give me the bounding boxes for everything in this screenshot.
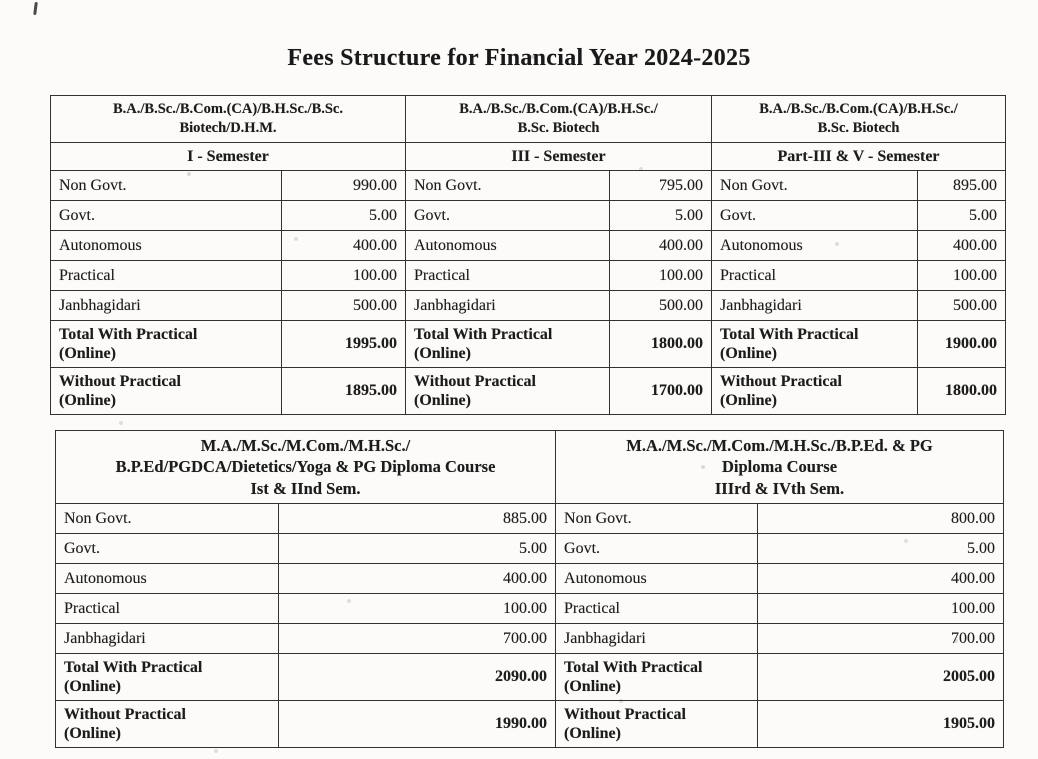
fee-amount: 500.00	[282, 291, 406, 321]
fee-row-autonomous	[51, 231, 1006, 261]
semester-header-ug1: I - Semester	[51, 143, 406, 171]
fee-label: Janbhagidari	[712, 291, 918, 321]
fee-row-practical	[56, 594, 1004, 624]
fee-amount: 1900.00	[918, 321, 1006, 368]
program-line: M.A./M.Sc./M.Com./M.H.Sc./B.P.Ed. & PG	[626, 435, 933, 455]
fee-amount: 500.00	[918, 291, 1006, 321]
fee-label	[556, 654, 758, 701]
fee-amount: 990.00	[282, 171, 406, 201]
fee-label-text: Total With Practical (Online)	[720, 325, 859, 362]
fee-amount: 1800.00	[610, 321, 712, 368]
fee-amount: 400.00	[918, 231, 1006, 261]
fee-label: Janbhagidari	[556, 624, 758, 654]
fee-label: Govt.	[51, 201, 282, 231]
fee-label: Non Govt.	[556, 504, 758, 534]
fee-amount: 400.00	[610, 231, 712, 261]
fee-label-text: Without Practical (Online)	[414, 372, 536, 409]
fee-amount: 795.00	[610, 171, 712, 201]
fee-label: Govt.	[56, 534, 279, 564]
fee-amount: 885.00	[279, 504, 556, 534]
fee-label: Non Govt.	[712, 171, 918, 201]
fee-label: Govt.	[556, 534, 758, 564]
fee-label-text: Without Practical (Online)	[564, 705, 686, 742]
fee-amount: 5.00	[610, 201, 712, 231]
fee-amount: 5.00	[282, 201, 406, 231]
scan-speckles	[0, 0, 2, 2]
fee-label	[556, 701, 758, 748]
fee-label	[406, 368, 610, 415]
program-line: B.A./B.Sc./B.Com.(CA)/B.H.Sc./	[759, 101, 958, 118]
fee-amount: 700.00	[758, 624, 1004, 654]
fee-amount: 895.00	[918, 171, 1006, 201]
fee-row-autonomous	[56, 564, 1004, 594]
fee-label: Non Govt.	[406, 171, 610, 201]
fee-label: Govt.	[406, 201, 610, 231]
fee-amount: 100.00	[758, 594, 1004, 624]
fee-label	[51, 368, 282, 415]
fee-label	[712, 368, 918, 415]
semester-header-ug2: III - Semester	[406, 143, 712, 171]
fee-label: Janbhagidari	[406, 291, 610, 321]
fee-label: Practical	[51, 261, 282, 291]
fee-row-total-with-practical	[51, 321, 1006, 368]
fee-row-govt	[56, 534, 1004, 564]
fee-label: Practical	[556, 594, 758, 624]
fee-amount: 1700.00	[610, 368, 712, 415]
program-header-pg2	[556, 431, 1004, 504]
fee-label	[406, 321, 610, 368]
document-title: Fees Structure for Financial Year 2024-2025	[287, 45, 751, 71]
fee-label: Govt.	[712, 201, 918, 231]
fee-amount: 1995.00	[282, 321, 406, 368]
program-line: IIIrd & IVth Sem.	[714, 478, 845, 498]
fee-label-text: Total With Practical (Online)	[59, 325, 198, 362]
program-line: Diploma Course	[722, 457, 838, 477]
fee-label	[51, 321, 282, 368]
program-header-pg1	[56, 431, 556, 504]
fee-row-without-practical	[51, 368, 1006, 415]
fee-label: Autonomous	[406, 231, 610, 261]
fee-row-total-with-practical	[56, 654, 1004, 701]
fee-label: Janbhagidari	[51, 291, 282, 321]
fee-amount: 5.00	[918, 201, 1006, 231]
fee-row-without-practical	[56, 701, 1004, 748]
fee-amount: 2090.00	[279, 654, 556, 701]
fee-amount: 400.00	[758, 564, 1004, 594]
program-line: Ist & IInd Sem.	[250, 478, 361, 498]
fee-amount: 100.00	[282, 261, 406, 291]
fee-amount: 5.00	[279, 534, 556, 564]
program-line: M.A./M.Sc./M.Com./M.H.Sc./	[200, 435, 411, 455]
program-header-row	[56, 431, 1004, 504]
semester-header-row	[51, 143, 1006, 171]
semester-header-ug3: Part-III & V - Semester	[712, 143, 1006, 171]
fee-label: Non Govt.	[51, 171, 282, 201]
fee-label-text: Without Practical (Online)	[64, 705, 186, 742]
fee-label-text: Without Practical (Online)	[720, 372, 842, 409]
fee-label-text: Total With Practical (Online)	[564, 658, 703, 695]
fee-amount: 500.00	[610, 291, 712, 321]
fee-amount: 1905.00	[758, 701, 1004, 748]
program-header-ug2	[406, 96, 712, 143]
fee-amount: 1990.00	[279, 701, 556, 748]
fee-amount: 700.00	[279, 624, 556, 654]
fee-label-text: Without Practical (Online)	[59, 372, 181, 409]
fee-label: Janbhagidari	[56, 624, 279, 654]
fee-label	[56, 654, 279, 701]
fee-row-non-govt	[56, 504, 1004, 534]
fee-amount: 400.00	[279, 564, 556, 594]
fee-label-text: Total With Practical (Online)	[64, 658, 203, 695]
fee-label: Practical	[406, 261, 610, 291]
fee-label: Autonomous	[556, 564, 758, 594]
fee-row-practical	[51, 261, 1006, 291]
fee-amount: 800.00	[758, 504, 1004, 534]
fee-amount: 1800.00	[918, 368, 1006, 415]
scan-ink-mark	[33, 2, 38, 15]
fee-label: Autonomous	[51, 231, 282, 261]
fee-amount: 100.00	[610, 261, 712, 291]
fee-label-text: Total With Practical (Online)	[414, 325, 553, 362]
program-line: B.P.Ed/PGDCA/Dietetics/Yoga & PG Diploma Course	[115, 457, 496, 477]
fee-label: Practical	[56, 594, 279, 624]
fee-amount: 1895.00	[282, 368, 406, 415]
program-header-ug1	[51, 96, 406, 143]
fee-amount: 400.00	[282, 231, 406, 261]
fee-amount: 5.00	[758, 534, 1004, 564]
program-header-ug3	[712, 96, 1006, 143]
fees-table-ug	[50, 95, 1006, 415]
fees-table-pg	[55, 430, 1004, 748]
program-line: B.A./B.Sc./B.Com.(CA)/B.H.Sc./	[459, 101, 658, 118]
fee-row-non-govt	[51, 171, 1006, 201]
fee-label	[712, 321, 918, 368]
fee-label: Non Govt.	[56, 504, 279, 534]
program-line: Biotech/D.H.M.	[179, 120, 277, 136]
program-line: B.A./B.Sc./B.Com.(CA)/B.H.Sc./B.Sc.	[113, 101, 343, 118]
fee-row-janbhagidari	[51, 291, 1006, 321]
fee-row-govt	[51, 201, 1006, 231]
fee-amount: 100.00	[279, 594, 556, 624]
fee-label: Autonomous	[712, 231, 918, 261]
fee-row-janbhagidari	[56, 624, 1004, 654]
fee-label	[56, 701, 279, 748]
fee-amount: 2005.00	[758, 654, 1004, 701]
program-header-row	[51, 96, 1006, 143]
fee-label: Practical	[712, 261, 918, 291]
program-line: B.Sc. Biotech	[517, 120, 600, 136]
program-line: B.Sc. Biotech	[817, 120, 900, 136]
fee-amount: 100.00	[918, 261, 1006, 291]
fee-label: Autonomous	[56, 564, 279, 594]
